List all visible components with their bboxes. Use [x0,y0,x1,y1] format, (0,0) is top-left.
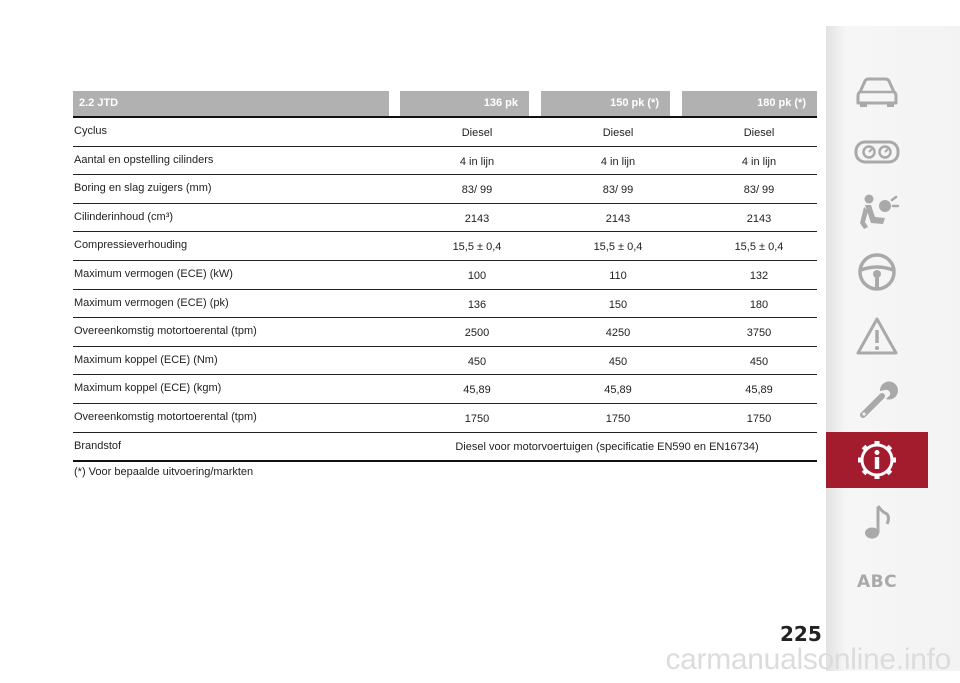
cell-value: 2500 [464,327,490,340]
row-label: Brandstof [74,439,122,452]
cell-value: 83/ 99 [602,184,634,197]
column-header-136pk: 136 pk [400,91,529,116]
cell-value: 180 [749,298,769,311]
tab-vehicle[interactable] [826,64,928,120]
cell-value: 3750 [746,327,772,340]
index-abc-icon: ABC [856,572,898,592]
row-label: Cilinderinhoud (cm³) [74,210,174,223]
row-label: Maximum koppel (ECE) (kgm) [74,382,222,395]
tab-multimedia[interactable] [826,494,928,550]
cell-value: 2143 [746,212,772,225]
table-row [73,347,817,376]
row-label: Aantal en opstelling cilinders [74,153,214,166]
table-row [73,204,817,233]
row-label: Overeenkomstig motortoerental (tpm) [74,410,257,423]
steering-wheel-icon [857,252,897,292]
table-row [73,261,817,290]
column-header-150pk: 150 pk (*) [541,91,670,116]
row-label: Maximum vermogen (ECE) (kW) [74,267,233,280]
row-label: Maximum koppel (ECE) (Nm) [74,353,218,366]
fuel-spec-value: Diesel voor motorvoertuigen (specificatie EN590 en EN16734) [455,440,759,453]
cell-value: 450 [467,355,487,368]
tab-driving[interactable] [826,244,928,300]
page-number: 225 [780,622,822,646]
specification-table [73,91,817,462]
watermark: carmanualsonline.info [665,643,951,676]
row-label: Maximum vermogen (ECE) (pk) [74,296,229,309]
cell-value: 136 [467,298,487,311]
cell-value: 1750 [605,412,631,425]
tab-emergency[interactable] [826,308,928,364]
warning-triangle-icon [855,316,899,356]
row-label: Compressieverhouding [74,239,188,252]
tab-technical-data[interactable] [826,432,928,488]
dashboard-gauges-icon [854,139,900,165]
cell-value: 150 [608,298,628,311]
technical-data-gear-icon [856,439,898,481]
cell-value: Diesel [743,127,775,139]
cell-value: 450 [608,355,628,368]
cell-value: 2143 [464,212,490,225]
engine-header: 2.2 JTD [73,91,389,116]
cell-value: 15,5 ± 0,4 [734,241,784,254]
cell-value: 450 [749,355,769,368]
fuel-row [73,433,817,462]
music-note-icon [860,502,894,542]
cell-value: 15,5 ± 0,4 [452,241,502,254]
table-row [73,318,817,347]
row-label: Cyclus [74,125,108,137]
cell-value: Diesel [461,127,493,139]
cell-value: 110 [609,269,627,282]
table-header [73,91,817,116]
wrench-icon [856,379,898,421]
cell-value: 132 [749,269,769,282]
cell-value: Diesel [602,127,634,139]
cell-value: 1750 [464,412,490,425]
cell-value: 4 in lijn [741,155,777,168]
row-label: Boring en slag zuigers (mm) [74,182,212,195]
table-row [73,404,817,433]
table-row [73,175,817,204]
section-tab-bar [826,26,960,671]
table-row [73,290,817,319]
cell-value: 4250 [605,327,631,340]
tab-maintenance[interactable] [826,372,928,428]
cell-value: 83/ 99 [743,184,775,197]
table-row [73,375,817,404]
cell-value: 45,89 [604,384,632,397]
tab-instruments[interactable] [826,124,928,180]
cell-value: 1750 [746,412,772,425]
car-icon [855,75,899,109]
table-row [73,147,817,176]
cell-value: 4 in lijn [600,155,636,168]
cell-value: 2143 [605,212,631,225]
table-row [73,232,817,261]
tab-index[interactable] [826,554,928,610]
cell-value: 83/ 99 [461,184,493,197]
column-header-180pk: 180 pk (*) [682,91,817,116]
cell-value: 4 in lijn [459,155,495,168]
cell-value: 100 [467,269,487,282]
footnote: (*) Voor bepaalde uitvoering/markten [74,466,254,478]
tab-safety[interactable] [826,184,928,240]
row-label: Overeenkomstig motortoerental (tpm) [74,325,257,338]
cell-value: 45,89 [745,384,773,397]
airbag-seat-icon [855,193,899,231]
cell-value: 15,5 ± 0,4 [593,241,643,254]
table-row [73,118,817,147]
cell-value: 45,89 [463,384,491,397]
